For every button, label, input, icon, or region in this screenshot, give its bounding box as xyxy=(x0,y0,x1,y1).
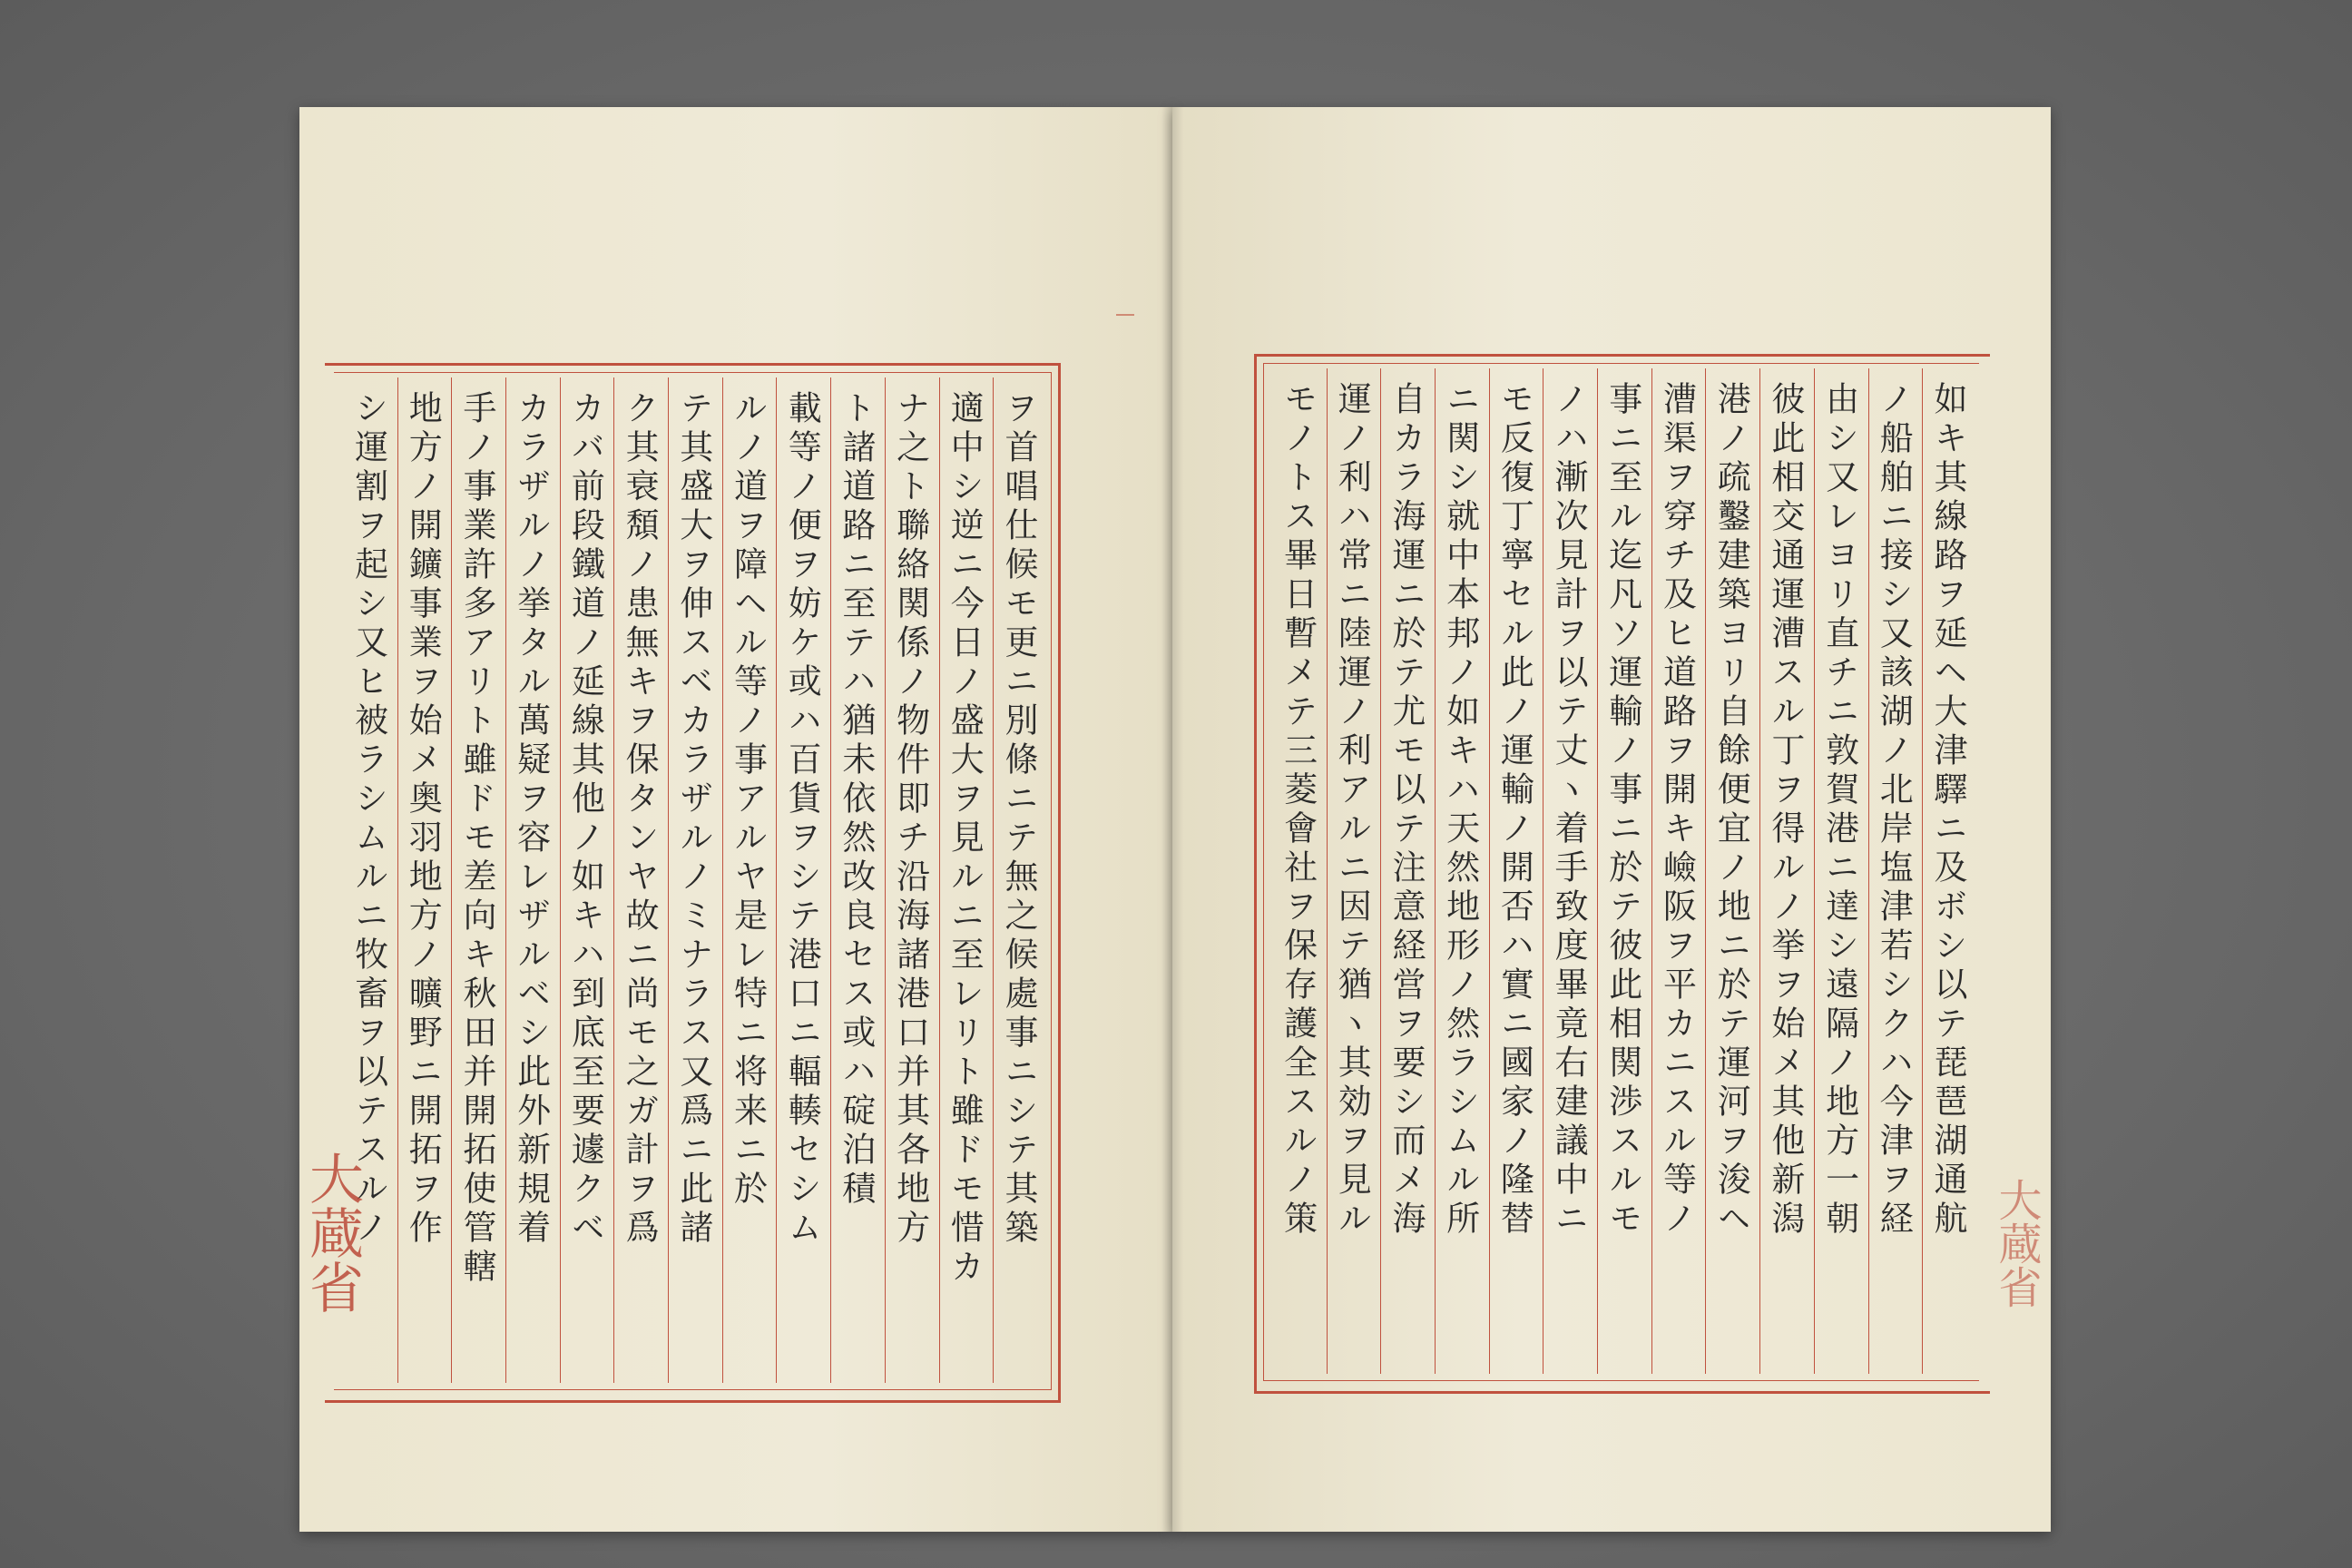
book-spine xyxy=(1161,107,1183,1532)
text-column: モノトス畢日暫メテ三菱會社ヲ保存護全スルノ策 xyxy=(1278,381,1318,1240)
text-column: 地方ノ開鑛事業ヲ始メ奥羽地方ノ曠野ニ開拓ヲ作 xyxy=(397,377,452,1383)
text-column: ノハ漸次見計ヲ以テ丈ヽ着手致度畢竟右建議中ニ xyxy=(1543,368,1597,1374)
text-column: ヲ首唱仕候モ更ニ別條ニテ無之候處事ニシテ其築 xyxy=(993,377,1047,1383)
text-column: ルノ道ヲ障ヘル等ノ事アルヤ是レ特ニ将来ニ於 xyxy=(722,377,777,1383)
text-column: 手ノ事業許多アリト雖ドモ差向キ秋田并開拓使管轄 xyxy=(451,377,505,1383)
text-column: 適中シ逆ニ今日ノ盛大ヲ見ルニ至レリト雖ドモ惜カ xyxy=(939,377,994,1383)
text-column: 自カラ海運ニ於テ尤モ以テ注意経営ヲ要シ而メ海 xyxy=(1380,368,1435,1374)
text-column: 事ニ至ル迄凡ソ運輸ノ事ニ於テ彼此相関渉スルモ xyxy=(1597,368,1651,1374)
text-column: ノ船舶ニ接シ又該湖ノ北岸塩津若シクハ今津ヲ経 xyxy=(1868,368,1923,1374)
registration-tick xyxy=(1116,314,1134,316)
text-column: 運ノ利ハ常ニ陸運ノ利アルニ因テ猶ヽ其効ヲ見ル xyxy=(1327,368,1381,1374)
text-column: テ其盛大ヲ伸スベカラザルノミナラス又爲ニ此諸 xyxy=(668,377,722,1383)
right-page-text xyxy=(1272,368,1976,1374)
text-column: カバ前段鐵道ノ延線其他ノ如キハ到底至要遽クベ xyxy=(560,377,614,1383)
text-column: 如キ其線路ヲ延ヘ大津驛ニ及ボシ以テ琵琶湖通航 xyxy=(1922,368,1976,1374)
left-page-text xyxy=(343,377,1047,1383)
text-column: 載等ノ便ヲ妨ケ或ハ百貨ヲシテ港口ニ輻輳セシム xyxy=(776,377,830,1383)
text-column: ニ関シ就中本邦ノ如キハ天然地形ノ然ラシムル所 xyxy=(1435,368,1489,1374)
text-column: シ運割ヲ起シ又ヒ被ラシムルニ牧畜ヲ以テスルノ xyxy=(348,390,388,1249)
text-column: モ反復丁寧セル此ノ運輸ノ開否ハ實ニ國家ノ隆替 xyxy=(1489,368,1544,1374)
text-column: 漕渠ヲ穿チ及ヒ道路ヲ開キ嶮阪ヲ平カニスル等ノ xyxy=(1651,368,1706,1374)
open-book xyxy=(299,107,2051,1532)
text-column: カラザルノ挙タル萬疑ヲ容レザルベシ此外新規着 xyxy=(505,377,560,1383)
left-page xyxy=(299,107,1172,1532)
text-column: ク其衰頽ノ患無キヲ保タンヤ故ニ尚モ之ガ計ヲ爲 xyxy=(613,377,668,1383)
text-column: ト諸道路ニ至テハ猶未依然改良セス或ハ碇泊積 xyxy=(830,377,885,1383)
text-column: 由シ又レヨリ直チニ敦賀港ニ達シ遠隔ノ地方一朝 xyxy=(1814,368,1868,1374)
margin-stamp: 大蔵省 xyxy=(300,1151,364,1314)
text-column: 彼此相交通運漕スル丁ヲ得ルノ挙ヲ始メ其他新潟 xyxy=(1759,368,1814,1374)
text-column: 港ノ疏鑿建築ヨリ自餘便宜ノ地ニ於テ運河ヲ浚ヘ xyxy=(1705,368,1759,1374)
margin-stamp: 大蔵省 xyxy=(1991,1178,2042,1308)
right-page xyxy=(1172,107,2051,1532)
text-column: ナ之ト聯絡関係ノ物件即チ沿海諸港口并其各地方 xyxy=(885,377,939,1383)
